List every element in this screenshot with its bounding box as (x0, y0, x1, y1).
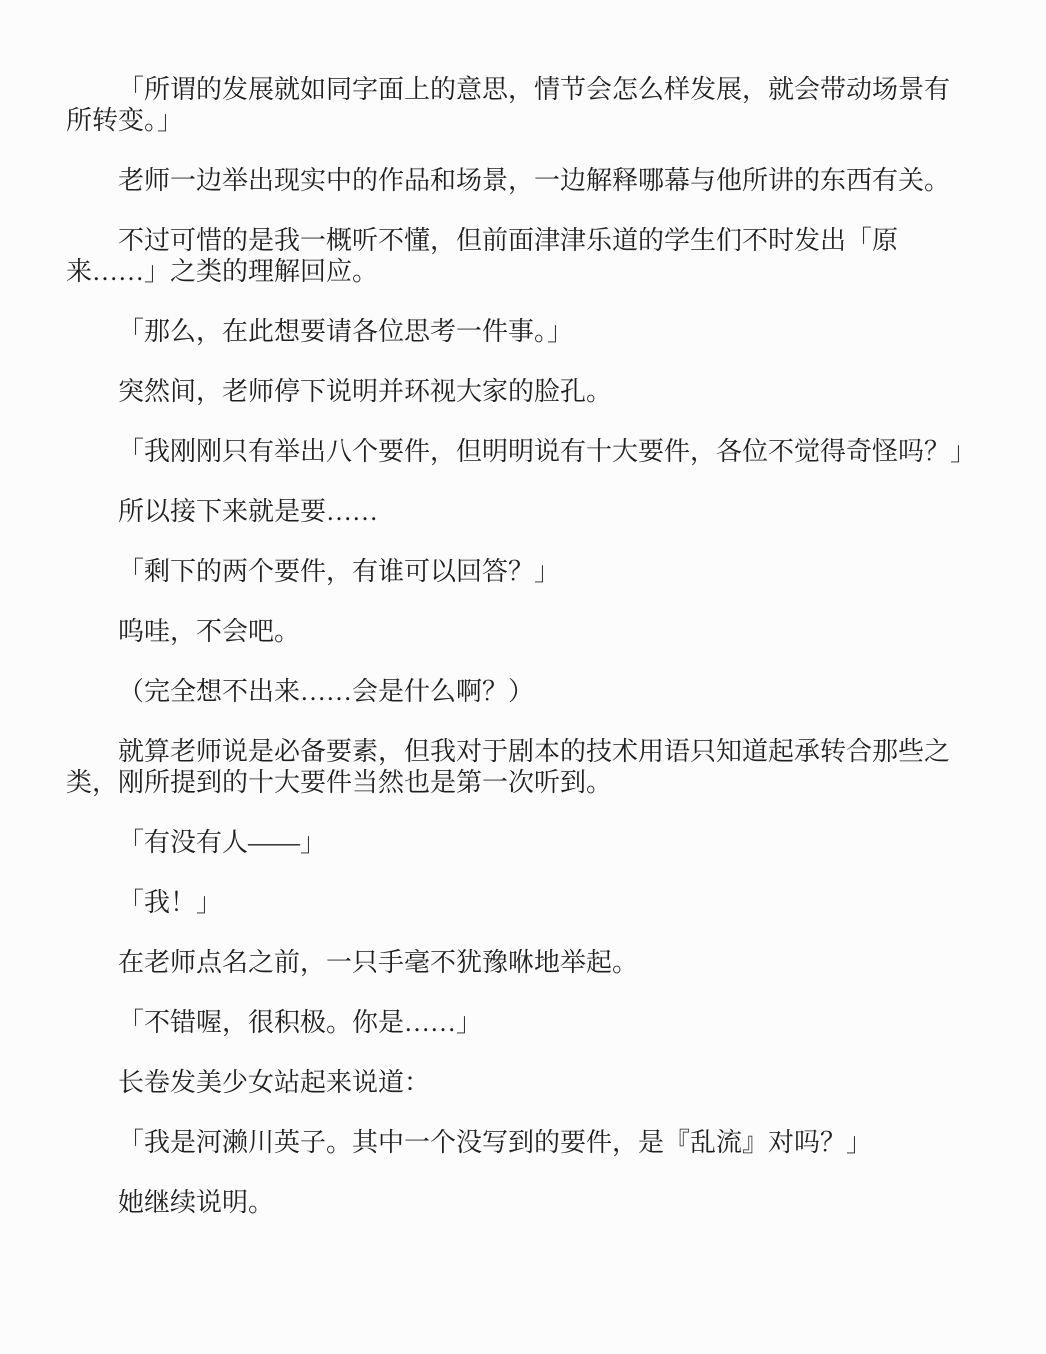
paragraph-1: 「所谓的发展就如同字面上的意思，情节会怎么样发展，就会带动场景有所转变。」 (66, 75, 951, 135)
text-block (66, 74, 977, 1218)
paragraph-4: 「那么，在此想要请各位思考一件事。」 (118, 317, 574, 346)
paragraph-5: 突然间，老师停下说明并环视大家的脸孔。 (118, 377, 613, 406)
paragraph-6: 「我刚刚只有举出八个要件，但明明说有十大要件，各位不觉得奇怪吗？」 (118, 437, 977, 466)
paragraph-2: 老师一边举出现实中的作品和场景，一边解释哪幕与他所讲的东西有关。 (118, 166, 951, 195)
paragraph-9: 呜哇，不会吧。 (118, 617, 301, 646)
paragraph-15: 「不错喔，很积极。你是……」 (118, 1008, 483, 1037)
paragraph-17: 「我是河濑川英子。其中一个没写到的要件，是『乱流』对吗？」 (118, 1128, 873, 1157)
paragraph-7: 所以接下来就是要…… (118, 497, 379, 526)
paragraph-18: 她继续说明。 (118, 1188, 275, 1217)
paragraph-10: （完全想不出来……会是什么啊？） (118, 677, 535, 706)
paragraph-12: 「有没有人——」 (118, 828, 327, 857)
paragraph-11: 就算老师说是必备要素，但我对于剧本的技术用语只知道起承转合那些之类，刚所提到的十大要件当然也是第一次听到。 (66, 737, 951, 797)
paragraph-8: 「剩下的两个要件，有谁可以回答？」 (118, 557, 561, 586)
paragraph-16: 长卷发美少女站起来说道： (118, 1068, 431, 1097)
paragraph-13: 「我！」 (118, 888, 223, 917)
paragraph-3: 不过可惜的是我一概听不懂，但前面津津乐道的学生们不时发出「原来……」之类的理解回应。 (66, 226, 899, 286)
paragraph-14: 在老师点名之前，一只手毫不犹豫咻地举起。 (118, 948, 639, 977)
